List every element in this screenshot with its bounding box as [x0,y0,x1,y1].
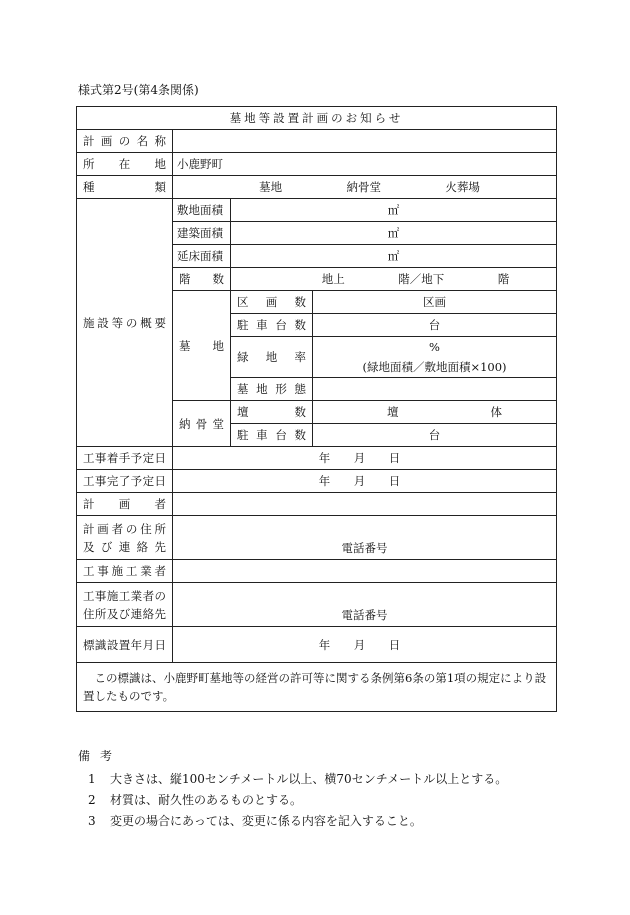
planner-label: 計画者 [77,493,173,516]
end-date-month: 月 [353,474,366,488]
notice-note: この標識は、小鹿野町墓地等の経営の許可等に関する条例第6条の第1項の規定により設置したものです。 [77,663,557,712]
floors-below: 階／地下 [398,272,445,286]
site-area-label: 敷地面積 [173,199,231,222]
remarks-item-text: 材質は、耐久性のあるものとする。 [110,793,303,807]
planner-address-label [77,516,173,560]
notice-form-table [76,106,557,712]
sign-date-row [77,627,557,663]
planner-address-label-line1: 計画者の住所 [83,521,166,536]
remarks-heading: 備考 [78,749,123,763]
contractor-address-row [77,583,557,627]
site-area-unit: ㎡ [387,203,400,217]
remarks-item-text: 大きさは、縦100センチメートル以上、横70センチメートル以上とする。 [110,772,508,786]
end-date-value [173,470,557,493]
type-options [173,176,557,199]
building-area-unit: ㎡ [387,226,400,240]
floor-area-label: 延床面積 [173,245,231,268]
contractor-row [77,560,557,583]
location-row [77,153,557,176]
sign-date-year: 年 [318,637,331,652]
cemetery-form-value [313,378,557,401]
end-date-label: 工事完了予定日 [77,470,173,493]
green-rate-formula: (緑地面積／敷地面積×100) [362,360,507,374]
contractor-address-label [77,583,173,627]
type-row [77,176,557,199]
type-option-crematorium: 火葬場 [445,180,480,194]
overview-label: 施設等の概要 [77,199,173,447]
start-date-day: 日 [388,451,401,465]
ossuary-parking-value [313,424,557,447]
form-title: 墓地等設置計画のお知らせ [77,107,557,130]
planner-phone-label: 電話番号 [341,541,388,555]
cemetery-form-label: 墓地形態 [231,378,313,401]
contractor-address-label-line1: 工事施工業者の [83,588,166,603]
end-date-year: 年 [318,474,331,488]
note-row [77,663,557,712]
plan-name-label: 計画の名称 [77,130,173,153]
remarks-section [78,746,507,832]
start-date-year: 年 [318,451,331,465]
contractor-value [173,560,557,583]
contractor-label: 工事施工業者 [77,560,173,583]
plan-name-value [173,130,557,153]
remarks-item [78,811,507,832]
plots-unit: 区画 [423,295,447,309]
title-row [77,107,557,130]
floors-above: 地上 [321,272,345,286]
type-option-ossuary: 納骨堂 [346,180,382,194]
remarks-item [78,769,507,790]
building-area-value [231,222,557,245]
altars-label: 壇数 [231,401,313,424]
type-label: 種類 [77,176,173,199]
ossuary-label: 納骨堂 [173,401,231,447]
planner-value [173,493,557,516]
site-area-row [77,199,557,222]
contractor-address-label-line2: 住所及び連絡先 [83,606,166,621]
remarks-item [78,790,507,811]
ossuary-parking-unit: 台 [428,428,441,442]
planner-address-row [77,516,557,560]
site-area-value [231,199,557,222]
plan-name-row [77,130,557,153]
type-option-cemetery: 墓地 [259,180,283,194]
floor-area-unit: ㎡ [387,249,400,263]
remarks-item-number: 1 [88,772,96,786]
form-number-label: 様式第2号(第4条関係) [78,83,199,97]
green-rate-value [313,337,557,378]
green-rate-unit: % [429,340,440,354]
sign-date-value [173,627,557,663]
building-area-label: 建築面積 [173,222,231,245]
planner-row [77,493,557,516]
floors-tail: 階 [497,272,510,286]
altars-unit2: 体 [490,405,503,419]
cemetery-parking-unit: 台 [428,318,441,332]
contractor-phone-label: 電話番号 [341,608,388,622]
floors-value [231,268,557,291]
start-date-month: 月 [353,451,366,465]
sign-date-label: 標識設置年月日 [77,627,173,663]
altars-value [313,401,557,424]
sign-date-day: 日 [388,637,401,652]
end-date-row [77,470,557,493]
floor-area-value [231,245,557,268]
end-date-day: 日 [388,474,401,488]
plots-value [313,291,557,314]
cemetery-label: 墓地 [173,291,231,401]
sign-date-month: 月 [353,637,366,652]
green-rate-label: 緑地率 [231,337,313,378]
start-date-row [77,447,557,470]
start-date-label: 工事着手予定日 [77,447,173,470]
location-value: 小鹿野町 [173,153,557,176]
floors-label: 階数 [173,268,231,291]
cemetery-parking-value [313,314,557,337]
planner-address-label-line2: 及び連絡先 [83,539,166,554]
planner-address-value [173,516,557,560]
location-label: 所在地 [77,153,173,176]
remarks-item-number: 3 [88,814,96,828]
remarks-item-text: 変更の場合にあっては、変更に係る内容を記入すること。 [110,814,422,828]
ossuary-parking-label: 駐車台数 [231,424,313,447]
contractor-address-value [173,583,557,627]
start-date-value [173,447,557,470]
remarks-item-number: 2 [88,793,96,807]
cemetery-parking-label: 駐車台数 [231,314,313,337]
plots-label: 区画数 [231,291,313,314]
altars-unit1: 壇 [387,405,399,419]
